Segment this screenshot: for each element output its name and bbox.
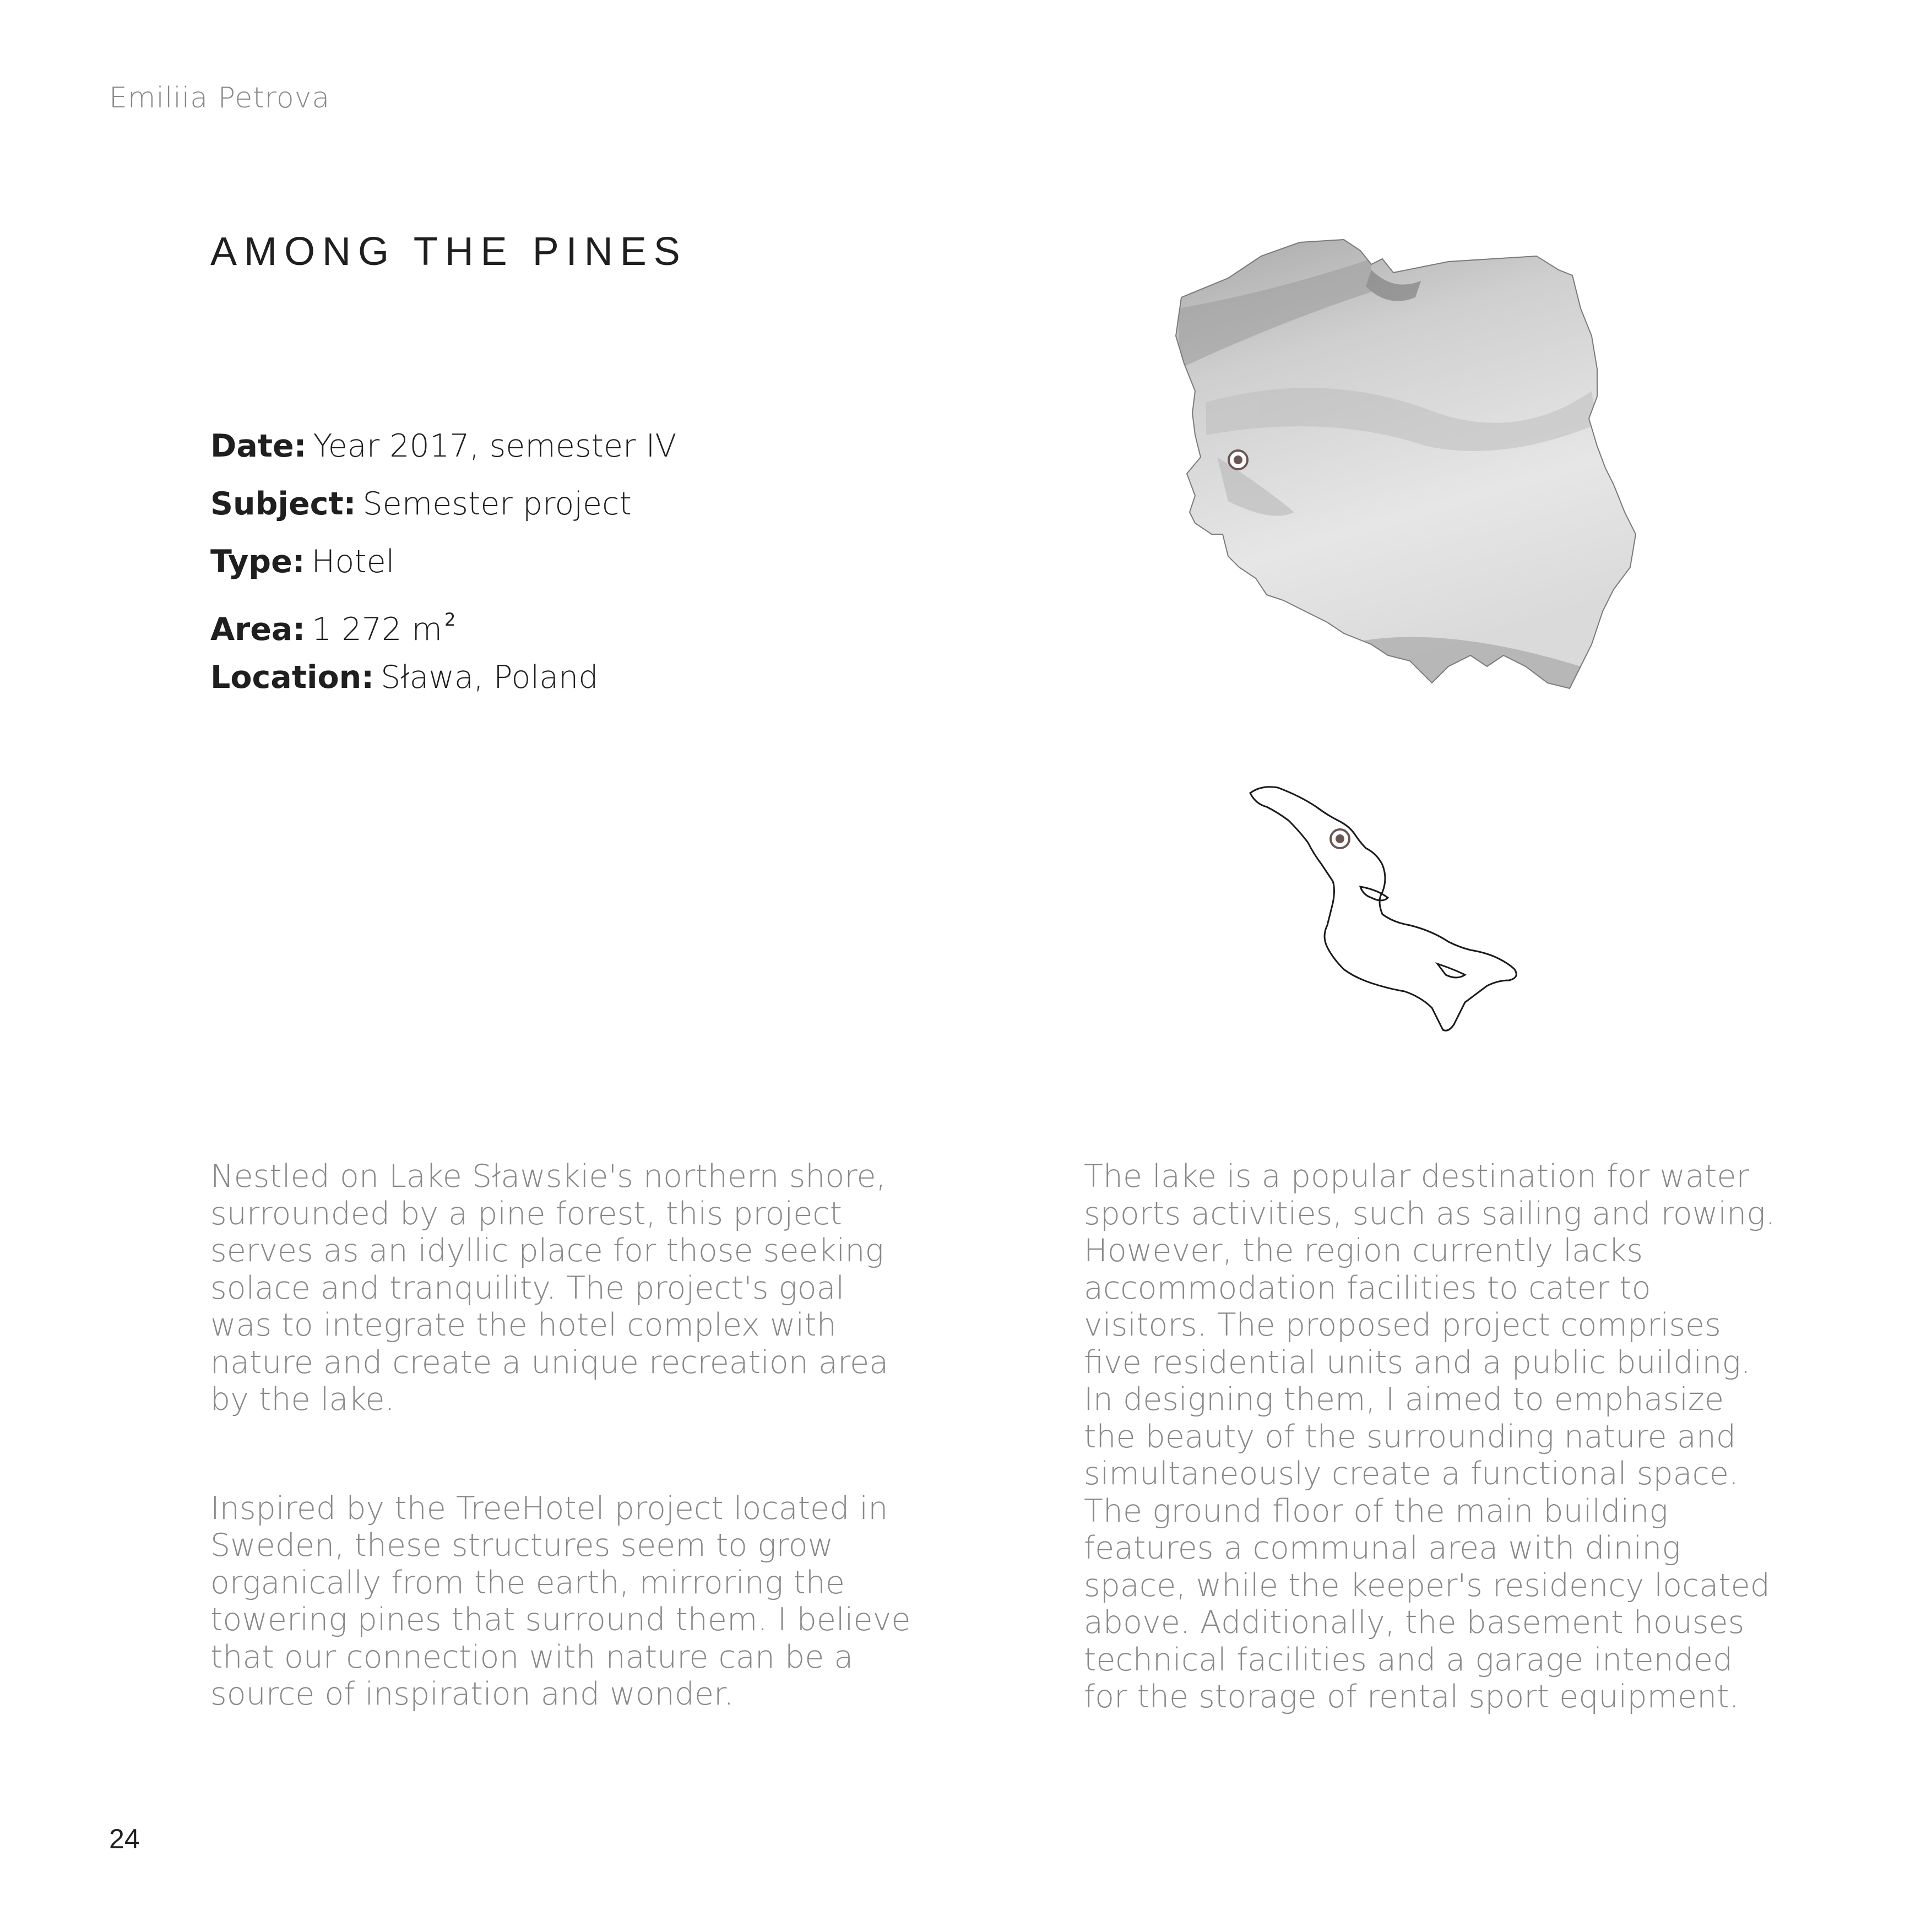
text-line: solace and tranquility. The project's goal	[210, 1269, 845, 1306]
text-line: towering pines that surround them. I believe	[210, 1602, 911, 1638]
detail-location-key: Location:	[210, 659, 375, 696]
text-line: for the storage of rental sport equipment.	[1084, 1679, 1739, 1715]
text-line: space, while the keeper's residency located	[1084, 1567, 1770, 1604]
text-line: surrounded by a pine forest, this project	[210, 1195, 842, 1232]
text-line: that our connection with nature can be a	[210, 1638, 854, 1675]
description-right-column	[1084, 1158, 1776, 1716]
text-line: simultaneously create a functional space.	[1084, 1456, 1739, 1492]
text-line: Sweden, these structures seem to grow	[210, 1527, 834, 1564]
paragraph-inspiration	[210, 1490, 911, 1713]
text-line: by the lake.	[210, 1381, 395, 1418]
description-left-column	[210, 1158, 911, 1713]
detail-subject-value: Semester project	[362, 486, 632, 522]
detail-subject	[210, 475, 676, 533]
text-line: was to integrate the hotel complex with	[210, 1307, 837, 1343]
lake-outline-map-icon	[1245, 782, 1575, 1057]
lake-location-marker-icon	[1331, 829, 1349, 848]
detail-type-key: Type:	[210, 544, 305, 580]
project-title: AMONG THE PINES	[210, 230, 687, 274]
text-line: nature and create a unique recreation area	[210, 1344, 889, 1381]
detail-type	[210, 533, 676, 591]
text-line: above. Additionally, the basement houses	[1084, 1604, 1745, 1641]
text-line: features a communal area with dining	[1084, 1530, 1681, 1566]
detail-location-value: Sława, Poland	[381, 659, 599, 696]
text-line: sports activities, such as sailing and rowing.	[1084, 1195, 1776, 1232]
text-line: technical facilities and a garage intended	[1084, 1641, 1733, 1678]
text-line: visitors. The proposed project comprises	[1084, 1307, 1721, 1343]
page-number: 24	[109, 1824, 140, 1854]
text-line: However, the region currently lacks	[1084, 1233, 1643, 1269]
text-line: In designing them, I aimed to emphasize	[1084, 1381, 1724, 1418]
detail-date	[210, 417, 676, 475]
text-line: organically from the earth, mirroring the	[210, 1564, 845, 1601]
poland-relief-map-icon	[1162, 226, 1663, 694]
text-line: Inspired by the TreeHotel project located in	[210, 1490, 888, 1527]
detail-area-key: Area:	[210, 611, 306, 648]
detail-area	[210, 591, 676, 649]
project-details	[210, 417, 676, 707]
text-line: the beauty of the surrounding nature and	[1084, 1418, 1736, 1455]
text-line: accommodation facilities to cater to	[1084, 1269, 1651, 1306]
detail-area-superscript: 2	[444, 609, 456, 630]
paragraph-intro	[210, 1158, 893, 1419]
detail-subject-key: Subject:	[210, 486, 356, 522]
text-line: serves as an idyllic place for those seeking	[210, 1233, 884, 1269]
location-marker-icon	[1229, 451, 1247, 469]
text-line: The lake is a popular destination for water	[1084, 1158, 1749, 1195]
paragraph-project	[1084, 1158, 1776, 1716]
text-line: source of inspiration and wonder.	[210, 1676, 734, 1712]
text-line: five residential units and a public building.	[1084, 1344, 1751, 1381]
detail-date-key: Date:	[210, 428, 307, 464]
detail-area-value: 1 272 m	[312, 611, 442, 648]
detail-type-value: Hotel	[311, 544, 395, 580]
detail-location	[210, 649, 676, 707]
author-name: Emiliia Petrova	[109, 82, 330, 115]
detail-date-value: Year 2017, semester IV	[313, 428, 677, 464]
text-line: The ground floor of the main building	[1084, 1493, 1668, 1529]
text-line: Nestled on Lake Sławskie's northern shore,	[210, 1158, 886, 1195]
